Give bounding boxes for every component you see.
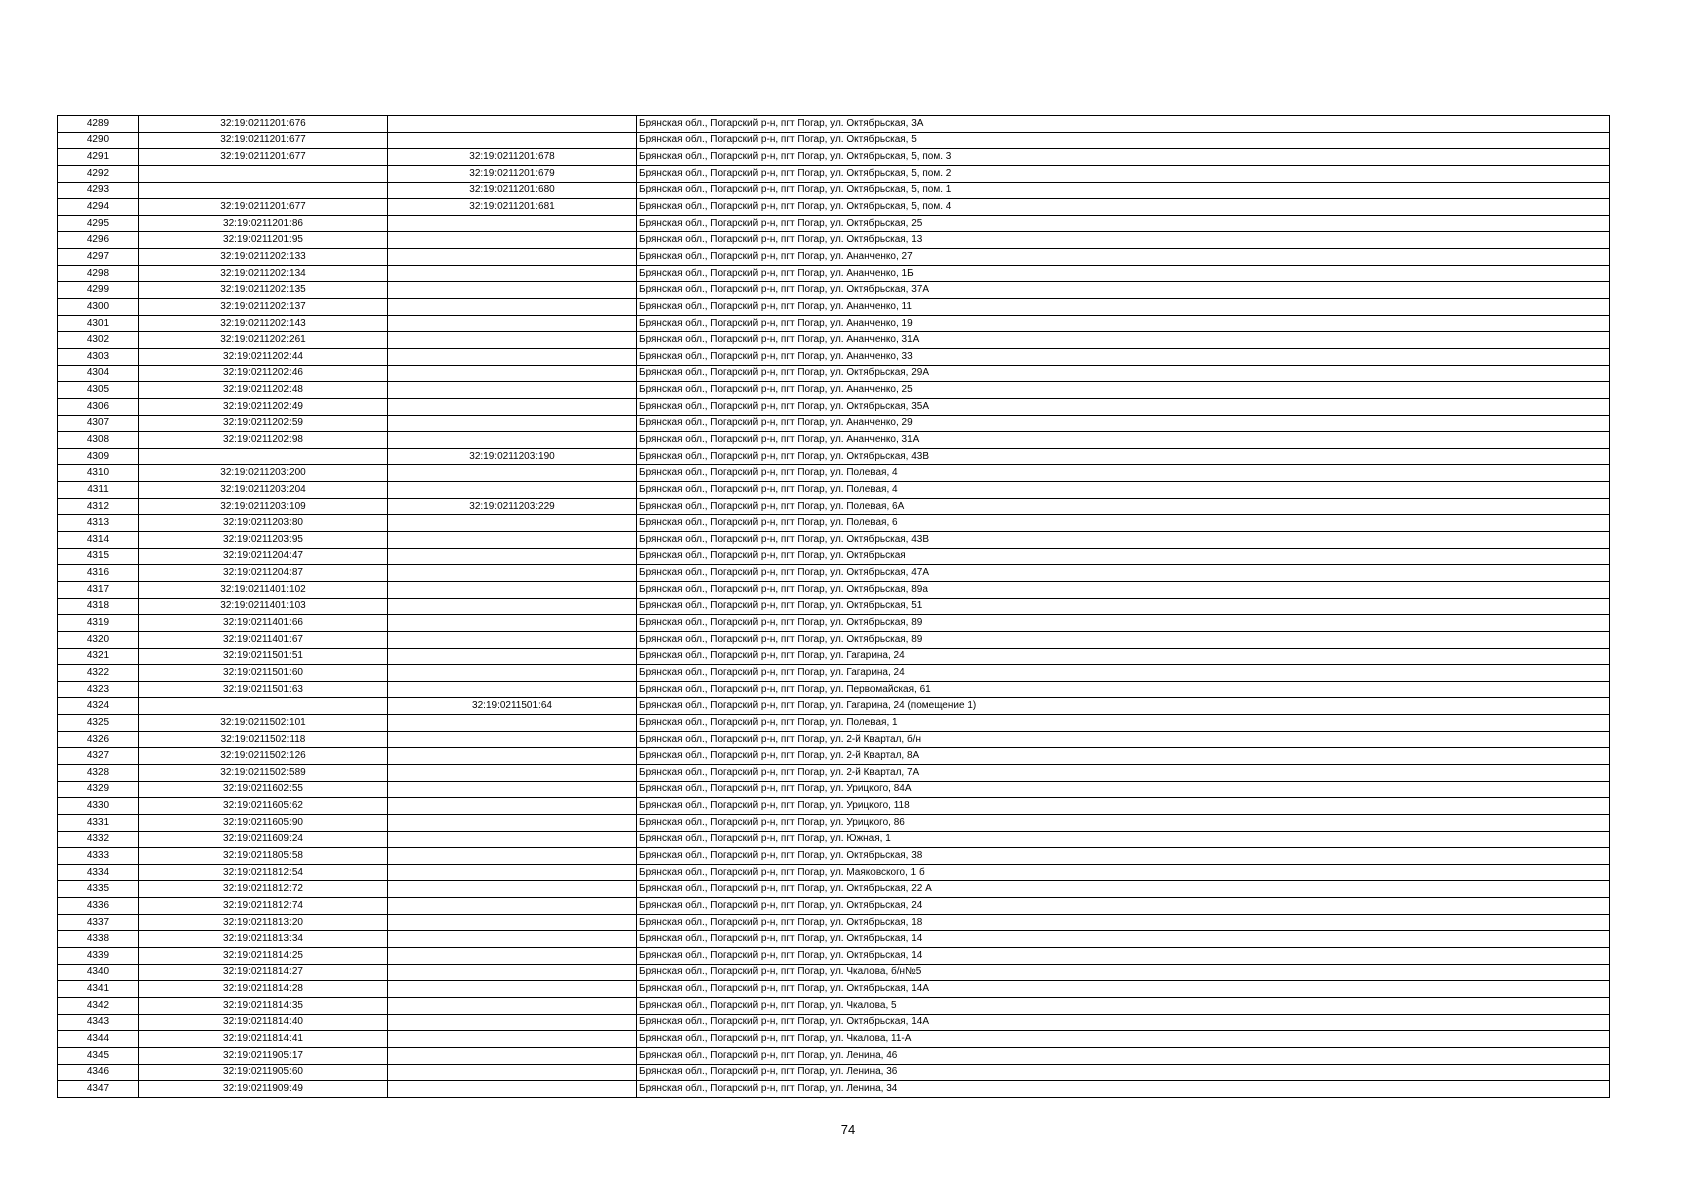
linked-cadastral-number-cell bbox=[388, 365, 637, 382]
cadastral-number-cell: 32:19:0211905:60 bbox=[139, 1064, 388, 1081]
table-row bbox=[58, 681, 1610, 698]
row-number-cell: 4341 bbox=[58, 981, 139, 998]
table-row bbox=[58, 981, 1610, 998]
cadastral-number-cell: 32:19:0211203:200 bbox=[139, 465, 388, 482]
cadastral-number-cell: 32:19:0211814:41 bbox=[139, 1031, 388, 1048]
linked-cadastral-number-cell bbox=[388, 1014, 637, 1031]
table-row bbox=[58, 548, 1610, 565]
row-number-cell: 4291 bbox=[58, 149, 139, 166]
address-cell: Брянская обл., Погарский р-н, пгт Погар, ул. Урицкого, 86 bbox=[637, 814, 1610, 831]
linked-cadastral-number-cell bbox=[388, 465, 637, 482]
table-row bbox=[58, 831, 1610, 848]
address-cell: Брянская обл., Погарский р-н, пгт Погар, ул. Октябрьская, 51 bbox=[637, 598, 1610, 615]
row-number-cell: 4338 bbox=[58, 931, 139, 948]
row-number-cell: 4295 bbox=[58, 215, 139, 232]
cadastral-number-cell: 32:19:0211609:24 bbox=[139, 831, 388, 848]
table-row bbox=[58, 448, 1610, 465]
cadastral-number-cell: 32:19:0211501:63 bbox=[139, 681, 388, 698]
table-row bbox=[58, 931, 1610, 948]
address-cell: Брянская обл., Погарский р-н, пгт Погар, ул. Чкалова, 11-А bbox=[637, 1031, 1610, 1048]
address-cell: Брянская обл., Погарский р-н, пгт Погар, ул. Урицкого, 84А bbox=[637, 781, 1610, 798]
table-row bbox=[58, 315, 1610, 332]
address-cell: Брянская обл., Погарский р-н, пгт Погар, ул. Октябрьская, 14А bbox=[637, 981, 1610, 998]
row-number-cell: 4316 bbox=[58, 565, 139, 582]
cadastral-number-cell: 32:19:0211401:66 bbox=[139, 615, 388, 632]
table-row bbox=[58, 665, 1610, 682]
table-row bbox=[58, 165, 1610, 182]
linked-cadastral-number-cell bbox=[388, 881, 637, 898]
cadastral-number-cell bbox=[139, 182, 388, 199]
table-row bbox=[58, 1047, 1610, 1064]
cadastral-number-cell: 32:19:0211202:137 bbox=[139, 299, 388, 316]
row-number-cell: 4332 bbox=[58, 831, 139, 848]
table-row bbox=[58, 1014, 1610, 1031]
address-cell: Брянская обл., Погарский р-н, пгт Погар, ул. Ананченко, 1Б bbox=[637, 265, 1610, 282]
linked-cadastral-number-cell bbox=[388, 116, 637, 133]
linked-cadastral-number-cell bbox=[388, 598, 637, 615]
linked-cadastral-number-cell bbox=[388, 648, 637, 665]
address-cell: Брянская обл., Погарский р-н, пгт Погар, ул. Урицкого, 118 bbox=[637, 798, 1610, 815]
linked-cadastral-number-cell bbox=[388, 798, 637, 815]
row-number-cell: 4317 bbox=[58, 581, 139, 598]
row-number-cell: 4305 bbox=[58, 382, 139, 399]
linked-cadastral-number-cell bbox=[388, 1047, 637, 1064]
address-cell: Брянская обл., Погарский р-н, пгт Погар, ул. Полевая, 6 bbox=[637, 515, 1610, 532]
page-number: 74 bbox=[840, 1122, 856, 1137]
cadastral-number-cell: 32:19:0211814:40 bbox=[139, 1014, 388, 1031]
table-row bbox=[58, 132, 1610, 149]
row-number-cell: 4304 bbox=[58, 365, 139, 382]
address-cell: Брянская обл., Погарский р-н, пгт Погар, ул. Ананченко, 29 bbox=[637, 415, 1610, 432]
table-row bbox=[58, 764, 1610, 781]
cadastral-number-cell: 32:19:0211605:90 bbox=[139, 814, 388, 831]
linked-cadastral-number-cell: 32:19:0211203:190 bbox=[388, 448, 637, 465]
cadastral-number-cell: 32:19:0211401:67 bbox=[139, 631, 388, 648]
row-number-cell: 4345 bbox=[58, 1047, 139, 1064]
table-row bbox=[58, 299, 1610, 316]
address-cell: Брянская обл., Погарский р-н, пгт Погар, ул. Ленина, 46 bbox=[637, 1047, 1610, 1064]
linked-cadastral-number-cell bbox=[388, 764, 637, 781]
table-row bbox=[58, 731, 1610, 748]
table-row bbox=[58, 432, 1610, 449]
linked-cadastral-number-cell bbox=[388, 831, 637, 848]
address-cell: Брянская обл., Погарский р-н, пгт Погар, ул. Маяковского, 1 б bbox=[637, 864, 1610, 881]
address-cell: Брянская обл., Погарский р-н, пгт Погар, ул. 2-й Квартал, 7А bbox=[637, 764, 1610, 781]
table-row bbox=[58, 964, 1610, 981]
row-number-cell: 4292 bbox=[58, 165, 139, 182]
table-row bbox=[58, 631, 1610, 648]
linked-cadastral-number-cell bbox=[388, 1081, 637, 1098]
row-number-cell: 4335 bbox=[58, 881, 139, 898]
table-row bbox=[58, 715, 1610, 732]
table-row bbox=[58, 232, 1610, 249]
table-row bbox=[58, 748, 1610, 765]
cadastral-number-cell: 32:19:0211814:35 bbox=[139, 997, 388, 1014]
address-cell: Брянская обл., Погарский р-н, пгт Погар, ул. Чкалова, б/н№5 bbox=[637, 964, 1610, 981]
address-cell: Брянская обл., Погарский р-н, пгт Погар, ул. Октябрьская, 5, пом. 3 bbox=[637, 149, 1610, 166]
cadastral-number-cell: 32:19:0211202:49 bbox=[139, 398, 388, 415]
cadastral-number-cell: 32:19:0211203:109 bbox=[139, 498, 388, 515]
table-row bbox=[58, 698, 1610, 715]
linked-cadastral-number-cell: 32:19:0211203:229 bbox=[388, 498, 637, 515]
address-cell: Брянская обл., Погарский р-н, пгт Погар, ул. Октябрьская, 89 bbox=[637, 615, 1610, 632]
address-cell: Брянская обл., Погарский р-н, пгт Погар, ул. Октябрьская, 38 bbox=[637, 848, 1610, 865]
cadastral-number-cell: 32:19:0211201:677 bbox=[139, 149, 388, 166]
address-cell: Брянская обл., Погарский р-н, пгт Погар, ул. Ананченко, 27 bbox=[637, 249, 1610, 266]
linked-cadastral-number-cell bbox=[388, 981, 637, 998]
table-row bbox=[58, 465, 1610, 482]
row-number-cell: 4339 bbox=[58, 948, 139, 965]
address-cell: Брянская обл., Погарский р-н, пгт Погар, ул. Ленина, 34 bbox=[637, 1081, 1610, 1098]
row-number-cell: 4325 bbox=[58, 715, 139, 732]
table-row bbox=[58, 1031, 1610, 1048]
linked-cadastral-number-cell bbox=[388, 398, 637, 415]
linked-cadastral-number-cell bbox=[388, 914, 637, 931]
linked-cadastral-number-cell bbox=[388, 615, 637, 632]
linked-cadastral-number-cell bbox=[388, 132, 637, 149]
table-row bbox=[58, 581, 1610, 598]
cadastral-number-cell: 32:19:0211202:135 bbox=[139, 282, 388, 299]
table-body bbox=[58, 116, 1610, 1098]
table-row bbox=[58, 365, 1610, 382]
address-cell: Брянская обл., Погарский р-н, пгт Погар, ул. Октябрьская, 29А bbox=[637, 365, 1610, 382]
row-number-cell: 4300 bbox=[58, 299, 139, 316]
address-cell: Брянская обл., Погарский р-н, пгт Погар, ул. Октябрьская, 22 А bbox=[637, 881, 1610, 898]
row-number-cell: 4329 bbox=[58, 781, 139, 798]
table-row bbox=[58, 914, 1610, 931]
cadastral-number-cell: 32:19:0211401:103 bbox=[139, 598, 388, 615]
cadastral-number-cell: 32:19:0211202:143 bbox=[139, 315, 388, 332]
linked-cadastral-number-cell: 32:19:0211201:680 bbox=[388, 182, 637, 199]
row-number-cell: 4340 bbox=[58, 964, 139, 981]
cadastral-number-cell: 32:19:0211502:589 bbox=[139, 764, 388, 781]
address-cell: Брянская обл., Погарский р-н, пгт Погар, ул. Ананченко, 19 bbox=[637, 315, 1610, 332]
address-cell: Брянская обл., Погарский р-н, пгт Погар, ул. Первомайская, 61 bbox=[637, 681, 1610, 698]
table-row bbox=[58, 864, 1610, 881]
cadastral-number-cell: 32:19:0211813:20 bbox=[139, 914, 388, 931]
cadastral-number-cell: 32:19:0211204:47 bbox=[139, 548, 388, 565]
address-cell: Брянская обл., Погарский р-н, пгт Погар, ул. Октябрьская, 5, пом. 2 bbox=[637, 165, 1610, 182]
cadastral-number-cell: 32:19:0211202:44 bbox=[139, 348, 388, 365]
row-number-cell: 4327 bbox=[58, 748, 139, 765]
linked-cadastral-number-cell bbox=[388, 931, 637, 948]
row-number-cell: 4306 bbox=[58, 398, 139, 415]
address-cell: Брянская обл., Погарский р-н, пгт Погар, ул. Полевая, 4 bbox=[637, 465, 1610, 482]
linked-cadastral-number-cell bbox=[388, 681, 637, 698]
table-row bbox=[58, 814, 1610, 831]
linked-cadastral-number-cell bbox=[388, 282, 637, 299]
address-cell: Брянская обл., Погарский р-н, пгт Погар, ул. Октябрьская bbox=[637, 548, 1610, 565]
table-row bbox=[58, 215, 1610, 232]
cadastral-number-cell: 32:19:0211605:62 bbox=[139, 798, 388, 815]
linked-cadastral-number-cell bbox=[388, 348, 637, 365]
table-row bbox=[58, 881, 1610, 898]
table-row bbox=[58, 482, 1610, 499]
address-cell: Брянская обл., Погарский р-н, пгт Погар, ул. Ананченко, 33 bbox=[637, 348, 1610, 365]
cadastral-number-cell: 32:19:0211201:676 bbox=[139, 116, 388, 133]
table-row bbox=[58, 398, 1610, 415]
linked-cadastral-number-cell bbox=[388, 864, 637, 881]
address-cell: Брянская обл., Погарский р-н, пгт Погар, ул. Октябрьская, 89 bbox=[637, 631, 1610, 648]
table-row bbox=[58, 1064, 1610, 1081]
row-number-cell: 4337 bbox=[58, 914, 139, 931]
row-number-cell: 4342 bbox=[58, 997, 139, 1014]
table-row bbox=[58, 648, 1610, 665]
cadastral-number-cell: 32:19:0211502:101 bbox=[139, 715, 388, 732]
linked-cadastral-number-cell bbox=[388, 964, 637, 981]
row-number-cell: 4326 bbox=[58, 731, 139, 748]
cadastral-number-cell bbox=[139, 165, 388, 182]
linked-cadastral-number-cell bbox=[388, 814, 637, 831]
linked-cadastral-number-cell bbox=[388, 1064, 637, 1081]
table-row bbox=[58, 415, 1610, 432]
row-number-cell: 4318 bbox=[58, 598, 139, 615]
address-cell: Брянская обл., Погарский р-н, пгт Погар, ул. Октябрьская, 43В bbox=[637, 532, 1610, 549]
linked-cadastral-number-cell bbox=[388, 631, 637, 648]
address-cell: Брянская обл., Погарский р-н, пгт Погар, ул. Полевая, 4 bbox=[637, 482, 1610, 499]
row-number-cell: 4299 bbox=[58, 282, 139, 299]
linked-cadastral-number-cell bbox=[388, 848, 637, 865]
row-number-cell: 4330 bbox=[58, 798, 139, 815]
table-row bbox=[58, 249, 1610, 266]
linked-cadastral-number-cell bbox=[388, 665, 637, 682]
table-row bbox=[58, 498, 1610, 515]
cadastral-number-cell: 32:19:0211202:134 bbox=[139, 265, 388, 282]
linked-cadastral-number-cell bbox=[388, 315, 637, 332]
row-number-cell: 4309 bbox=[58, 448, 139, 465]
row-number-cell: 4343 bbox=[58, 1014, 139, 1031]
cadastral-number-cell: 32:19:0211201:677 bbox=[139, 132, 388, 149]
cadastral-number-cell bbox=[139, 698, 388, 715]
linked-cadastral-number-cell bbox=[388, 548, 637, 565]
row-number-cell: 4289 bbox=[58, 116, 139, 133]
table-row bbox=[58, 265, 1610, 282]
row-number-cell: 4307 bbox=[58, 415, 139, 432]
table-row bbox=[58, 615, 1610, 632]
table-row bbox=[58, 781, 1610, 798]
cadastral-number-cell: 32:19:0211203:95 bbox=[139, 532, 388, 549]
row-number-cell: 4346 bbox=[58, 1064, 139, 1081]
linked-cadastral-number-cell bbox=[388, 215, 637, 232]
linked-cadastral-number-cell bbox=[388, 332, 637, 349]
linked-cadastral-number-cell: 32:19:0211501:64 bbox=[388, 698, 637, 715]
address-cell: Брянская обл., Погарский р-н, пгт Погар, ул. Октябрьская, 5 bbox=[637, 132, 1610, 149]
cadastral-number-cell: 32:19:0211202:48 bbox=[139, 382, 388, 399]
linked-cadastral-number-cell bbox=[388, 482, 637, 499]
cadastral-number-cell: 32:19:0211501:60 bbox=[139, 665, 388, 682]
linked-cadastral-number-cell bbox=[388, 532, 637, 549]
cadastral-number-cell: 32:19:0211814:28 bbox=[139, 981, 388, 998]
linked-cadastral-number-cell bbox=[388, 415, 637, 432]
linked-cadastral-number-cell bbox=[388, 515, 637, 532]
address-cell: Брянская обл., Погарский р-н, пгт Погар, ул. Южная, 1 bbox=[637, 831, 1610, 848]
address-cell: Брянская обл., Погарский р-н, пгт Погар, ул. Октябрьская, 37А bbox=[637, 282, 1610, 299]
linked-cadastral-number-cell bbox=[388, 1031, 637, 1048]
row-number-cell: 4333 bbox=[58, 848, 139, 865]
row-number-cell: 4296 bbox=[58, 232, 139, 249]
linked-cadastral-number-cell bbox=[388, 432, 637, 449]
table-row bbox=[58, 798, 1610, 815]
cadastral-number-cell: 32:19:0211203:204 bbox=[139, 482, 388, 499]
row-number-cell: 4328 bbox=[58, 764, 139, 781]
table-row bbox=[58, 348, 1610, 365]
row-number-cell: 4293 bbox=[58, 182, 139, 199]
cadastral-number-cell: 32:19:0211909:49 bbox=[139, 1081, 388, 1098]
cadastral-number-cell: 32:19:0211813:34 bbox=[139, 931, 388, 948]
row-number-cell: 4323 bbox=[58, 681, 139, 698]
row-number-cell: 4336 bbox=[58, 898, 139, 915]
linked-cadastral-number-cell bbox=[388, 781, 637, 798]
row-number-cell: 4347 bbox=[58, 1081, 139, 1098]
linked-cadastral-number-cell bbox=[388, 748, 637, 765]
linked-cadastral-number-cell bbox=[388, 265, 637, 282]
row-number-cell: 4303 bbox=[58, 348, 139, 365]
linked-cadastral-number-cell bbox=[388, 249, 637, 266]
table-row bbox=[58, 565, 1610, 582]
linked-cadastral-number-cell: 32:19:0211201:679 bbox=[388, 165, 637, 182]
row-number-cell: 4344 bbox=[58, 1031, 139, 1048]
table-row bbox=[58, 997, 1610, 1014]
cadastral-number-cell: 32:19:0211203:80 bbox=[139, 515, 388, 532]
table-row bbox=[58, 182, 1610, 199]
row-number-cell: 4302 bbox=[58, 332, 139, 349]
table-row bbox=[58, 948, 1610, 965]
cadastral-number-cell: 32:19:0211202:261 bbox=[139, 332, 388, 349]
address-cell: Брянская обл., Погарский р-н, пгт Погар, ул. Гагарина, 24 (помещение 1) bbox=[637, 698, 1610, 715]
row-number-cell: 4313 bbox=[58, 515, 139, 532]
table-row bbox=[58, 515, 1610, 532]
linked-cadastral-number-cell bbox=[388, 997, 637, 1014]
row-number-cell: 4290 bbox=[58, 132, 139, 149]
cadastral-number-cell: 32:19:0211812:74 bbox=[139, 898, 388, 915]
address-cell: Брянская обл., Погарский р-н, пгт Погар, ул. Ананченко, 31А bbox=[637, 332, 1610, 349]
linked-cadastral-number-cell bbox=[388, 731, 637, 748]
address-cell: Брянская обл., Погарский р-н, пгт Погар, ул. Октябрьская, 24 bbox=[637, 898, 1610, 915]
linked-cadastral-number-cell: 32:19:0211201:681 bbox=[388, 199, 637, 216]
cadastral-number-cell: 32:19:0211202:133 bbox=[139, 249, 388, 266]
address-cell: Брянская обл., Погарский р-н, пгт Погар, ул. Октябрьская, 14 bbox=[637, 948, 1610, 965]
cadastral-number-cell: 32:19:0211502:126 bbox=[139, 748, 388, 765]
cadastral-number-cell: 32:19:0211502:118 bbox=[139, 731, 388, 748]
table-row bbox=[58, 149, 1610, 166]
address-cell: Брянская обл., Погарский р-н, пгт Погар, ул. Октябрьская, 25 bbox=[637, 215, 1610, 232]
row-number-cell: 4301 bbox=[58, 315, 139, 332]
table-row bbox=[58, 116, 1610, 133]
row-number-cell: 4334 bbox=[58, 864, 139, 881]
linked-cadastral-number-cell bbox=[388, 898, 637, 915]
row-number-cell: 4331 bbox=[58, 814, 139, 831]
table-row bbox=[58, 598, 1610, 615]
address-cell: Брянская обл., Погарский р-н, пгт Погар, ул. Октябрьская, 18 bbox=[637, 914, 1610, 931]
address-cell: Брянская обл., Погарский р-н, пгт Погар, ул. Гагарина, 24 bbox=[637, 648, 1610, 665]
table-row bbox=[58, 332, 1610, 349]
cadastral-number-cell: 32:19:0211814:25 bbox=[139, 948, 388, 965]
address-cell: Брянская обл., Погарский р-н, пгт Погар, ул. Октябрьская, 3А bbox=[637, 116, 1610, 133]
row-number-cell: 4297 bbox=[58, 249, 139, 266]
row-number-cell: 4324 bbox=[58, 698, 139, 715]
cadastral-number-cell: 32:19:0211814:27 bbox=[139, 964, 388, 981]
address-cell: Брянская обл., Погарский р-н, пгт Погар, ул. Октябрьская, 5, пом. 1 bbox=[637, 182, 1610, 199]
row-number-cell: 4319 bbox=[58, 615, 139, 632]
cadastral-number-cell: 32:19:0211501:51 bbox=[139, 648, 388, 665]
address-cell: Брянская обл., Погарский р-н, пгт Погар, ул. Полевая, 1 bbox=[637, 715, 1610, 732]
address-cell: Брянская обл., Погарский р-н, пгт Погар, ул. 2-й Квартал, б/н bbox=[637, 731, 1610, 748]
address-cell: Брянская обл., Погарский р-н, пгт Погар, ул. Ананченко, 11 bbox=[637, 299, 1610, 316]
row-number-cell: 4321 bbox=[58, 648, 139, 665]
table-row bbox=[58, 848, 1610, 865]
linked-cadastral-number-cell bbox=[388, 232, 637, 249]
cadastral-number-cell: 32:19:0211812:72 bbox=[139, 881, 388, 898]
cadastral-number-cell: 32:19:0211812:54 bbox=[139, 864, 388, 881]
linked-cadastral-number-cell bbox=[388, 565, 637, 582]
row-number-cell: 4294 bbox=[58, 199, 139, 216]
table-row bbox=[58, 199, 1610, 216]
row-number-cell: 4315 bbox=[58, 548, 139, 565]
row-number-cell: 4312 bbox=[58, 498, 139, 515]
table-row bbox=[58, 282, 1610, 299]
address-cell: Брянская обл., Погарский р-н, пгт Погар, ул. Октябрьская, 35А bbox=[637, 398, 1610, 415]
row-number-cell: 4310 bbox=[58, 465, 139, 482]
cadastral-number-cell bbox=[139, 448, 388, 465]
document-page bbox=[57, 115, 1609, 1098]
row-number-cell: 4322 bbox=[58, 665, 139, 682]
address-cell: Брянская обл., Погарский р-н, пгт Погар, ул. Октябрьская, 14 bbox=[637, 931, 1610, 948]
cadastral-number-cell: 32:19:0211401:102 bbox=[139, 581, 388, 598]
cadastral-number-cell: 32:19:0211201:95 bbox=[139, 232, 388, 249]
address-cell: Брянская обл., Погарский р-н, пгт Погар, ул. Октябрьская, 14А bbox=[637, 1014, 1610, 1031]
table-row bbox=[58, 898, 1610, 915]
address-cell: Брянская обл., Погарский р-н, пгт Погар, ул. 2-й Квартал, 8А bbox=[637, 748, 1610, 765]
row-number-cell: 4314 bbox=[58, 532, 139, 549]
row-number-cell: 4311 bbox=[58, 482, 139, 499]
address-cell: Брянская обл., Погарский р-н, пгт Погар, ул. Ананченко, 31А bbox=[637, 432, 1610, 449]
table-row bbox=[58, 532, 1610, 549]
address-cell: Брянская обл., Погарский р-н, пгт Погар, ул. Гагарина, 24 bbox=[637, 665, 1610, 682]
linked-cadastral-number-cell bbox=[388, 948, 637, 965]
cadastral-number-cell: 32:19:0211905:17 bbox=[139, 1047, 388, 1064]
row-number-cell: 4308 bbox=[58, 432, 139, 449]
address-cell: Брянская обл., Погарский р-н, пгт Погар, ул. Октябрьская, 5, пом. 4 bbox=[637, 199, 1610, 216]
linked-cadastral-number-cell bbox=[388, 715, 637, 732]
address-cell: Брянская обл., Погарский р-н, пгт Погар, ул. Полевая, 6А bbox=[637, 498, 1610, 515]
property-register-table bbox=[57, 115, 1610, 1098]
cadastral-number-cell: 32:19:0211805:58 bbox=[139, 848, 388, 865]
linked-cadastral-number-cell bbox=[388, 581, 637, 598]
linked-cadastral-number-cell bbox=[388, 382, 637, 399]
address-cell: Брянская обл., Погарский р-н, пгт Погар, ул. Октябрьская, 47А bbox=[637, 565, 1610, 582]
cadastral-number-cell: 32:19:0211202:98 bbox=[139, 432, 388, 449]
table-row bbox=[58, 382, 1610, 399]
address-cell: Брянская обл., Погарский р-н, пгт Погар, ул. Чкалова, 5 bbox=[637, 997, 1610, 1014]
address-cell: Брянская обл., Погарский р-н, пгт Погар, ул. Октябрьская, 13 bbox=[637, 232, 1610, 249]
cadastral-number-cell: 32:19:0211202:46 bbox=[139, 365, 388, 382]
cadastral-number-cell: 32:19:0211201:86 bbox=[139, 215, 388, 232]
row-number-cell: 4298 bbox=[58, 265, 139, 282]
cadastral-number-cell: 32:19:0211204:87 bbox=[139, 565, 388, 582]
address-cell: Брянская обл., Погарский р-н, пгт Погар, ул. Ленина, 36 bbox=[637, 1064, 1610, 1081]
cadastral-number-cell: 32:19:0211202:59 bbox=[139, 415, 388, 432]
linked-cadastral-number-cell bbox=[388, 299, 637, 316]
address-cell: Брянская обл., Погарский р-н, пгт Погар, ул. Ананченко, 25 bbox=[637, 382, 1610, 399]
address-cell: Брянская обл., Погарский р-н, пгт Погар, ул. Октябрьская, 43В bbox=[637, 448, 1610, 465]
row-number-cell: 4320 bbox=[58, 631, 139, 648]
cadastral-number-cell: 32:19:0211201:677 bbox=[139, 199, 388, 216]
table-row bbox=[58, 1081, 1610, 1098]
cadastral-number-cell: 32:19:0211602:55 bbox=[139, 781, 388, 798]
linked-cadastral-number-cell: 32:19:0211201:678 bbox=[388, 149, 637, 166]
address-cell: Брянская обл., Погарский р-н, пгт Погар, ул. Октябрьская, 89а bbox=[637, 581, 1610, 598]
